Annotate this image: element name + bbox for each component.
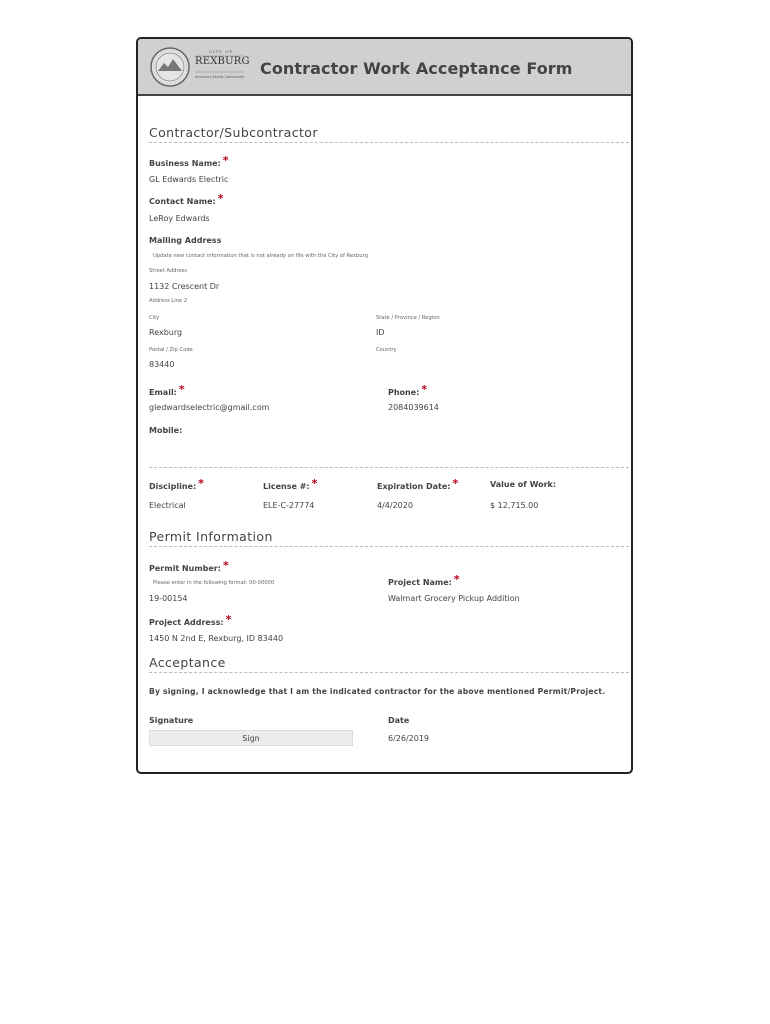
logo-rexburg: REXBURG (195, 56, 250, 67)
project-name-field[interactable]: Walmart Grocery Pickup Addition (388, 594, 520, 603)
date-label: Date (388, 716, 410, 725)
signature-label: Signature (149, 716, 194, 725)
required-marker: * (178, 383, 185, 396)
phone-field[interactable]: 2084039614 (388, 403, 439, 412)
required-marker: * (453, 573, 460, 586)
street-address-label: Street Address (149, 268, 188, 274)
required-marker: * (421, 383, 428, 396)
zip-field[interactable]: 83440 (149, 360, 175, 369)
city-label: City (149, 315, 160, 321)
value-of-work-field[interactable]: $ 12,715.00 (490, 501, 539, 510)
section-title-permit: Permit Information (149, 529, 629, 547)
required-marker: * (225, 613, 232, 626)
contact-name-label: Contact Name: * (149, 192, 224, 206)
phone-label: Phone: * (388, 383, 428, 397)
value-of-work-label: Value of Work: (490, 480, 557, 489)
section-title-acceptance: Acceptance (149, 655, 629, 673)
state-label: State / Province / Region (376, 315, 440, 321)
state-field[interactable]: ID (376, 328, 385, 337)
address-line2-label: Address Line 2 (149, 298, 188, 304)
section-divider (149, 467, 629, 468)
business-name-label: Business Name: * (149, 154, 229, 168)
section-title-contractor: Contractor/Subcontractor (149, 125, 629, 143)
form-header (138, 39, 631, 96)
permit-number-hint: Please enter in the following format: 00-00000 (153, 580, 275, 586)
city-field[interactable]: Rexburg (149, 328, 183, 337)
contact-name-field[interactable]: LeRoy Edwards (149, 214, 210, 223)
expiration-date-field[interactable]: 4/4/2020 (377, 501, 413, 510)
date-field[interactable]: 6/26/2019 (388, 734, 430, 743)
country-field[interactable] (376, 360, 576, 370)
mailing-address-label: Mailing Address (149, 236, 222, 245)
street-address-field[interactable]: 1132 Crescent Dr (149, 282, 220, 291)
project-address-label: Project Address: * (149, 613, 232, 627)
mailing-address-hint: Update new contact information that is not already on file with the City of Rexburg (153, 253, 368, 259)
email-label: Email: * (149, 383, 185, 397)
logo-tagline: America's Family Community (195, 75, 245, 79)
email-field[interactable]: gledwardselectric@gmail.com (149, 403, 270, 412)
license-label: License #: * (263, 477, 318, 491)
project-address-field[interactable]: 1450 N 2nd E, Rexburg, ID 83440 (149, 634, 284, 643)
country-label: Country (376, 347, 397, 353)
zip-label: Postal / Zip Code (149, 347, 193, 353)
required-marker: * (311, 477, 318, 490)
required-marker: * (222, 154, 229, 167)
discipline-field[interactable]: Electrical (149, 501, 186, 510)
required-marker: * (198, 477, 204, 490)
form-title: Contractor Work Acceptance Form (260, 59, 573, 78)
discipline-label: Discipline: * (149, 477, 204, 491)
logo-city-of: CITY OF (209, 49, 234, 54)
rexburg-logo (148, 45, 248, 89)
permit-number-field[interactable]: 19-00154 (149, 594, 188, 603)
business-name-field[interactable]: GL Edwards Electric (149, 175, 229, 184)
acceptance-statement: By signing, I acknowledge that I am the indicated contractor for the above mentioned Permit/Project. (149, 687, 606, 696)
permit-number-label: Permit Number: * (149, 559, 229, 573)
sign-button[interactable]: Sign (149, 730, 353, 746)
required-marker: * (452, 477, 459, 490)
contractor-work-acceptance-form (136, 37, 633, 774)
mobile-label: Mobile: (149, 426, 183, 435)
mobile-field[interactable] (149, 440, 349, 450)
expiration-date-label: Expiration Date: * (377, 477, 459, 491)
project-name-label: Project Name: * (388, 573, 460, 587)
address-line2-field[interactable] (149, 306, 349, 316)
license-field[interactable]: ELE-C-27774 (263, 501, 315, 510)
required-marker: * (217, 192, 224, 205)
required-marker: * (222, 559, 229, 572)
